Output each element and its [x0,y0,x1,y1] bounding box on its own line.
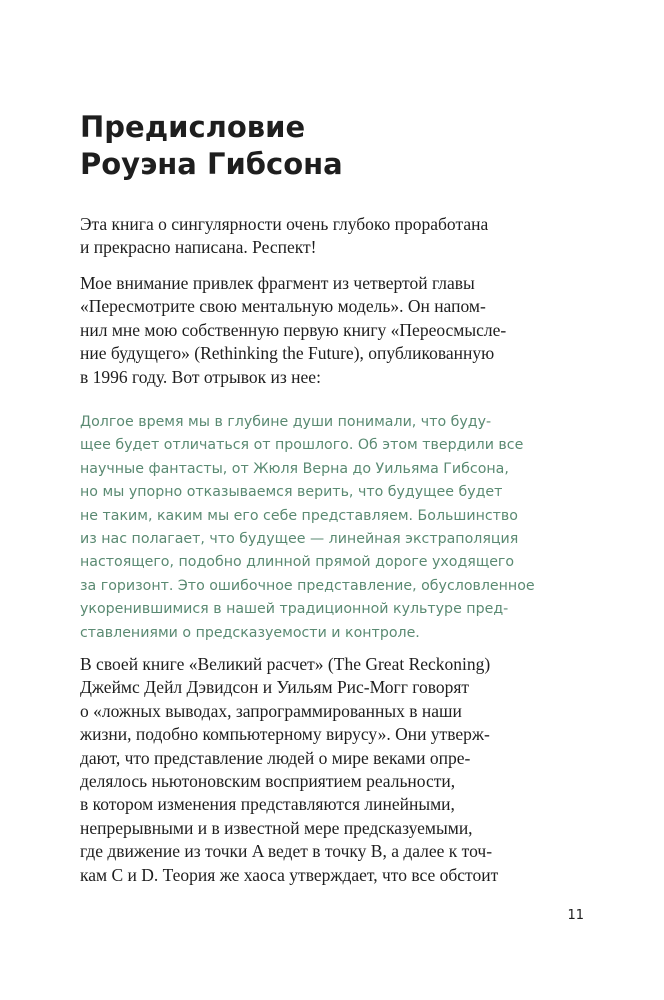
text-line: делялось ньютоновским восприятием реальности, [80,771,456,792]
quote-line: не таким, каким мы его себе представляем. Большинство [80,507,518,524]
text-line: В своей книге «Великий расчет» (The Great Reckoning) [80,654,491,674]
quote-line: Долгое время мы в глубине души понимали, что буду- [80,414,492,430]
text-line: ние будущего» (Rethinking the Future), опубликованную [80,343,495,364]
text-line: нил мне мою собственную первую книгу «Переосмысле- [80,319,507,340]
quote-line: ставлениями о предсказуемости и контроле. [80,624,420,641]
text-line: непрерывными и в известной мере предсказуемыми, [80,817,473,838]
paragraph-attention [80,272,585,389]
page-number: 11 [567,908,584,923]
text-line: о «ложных выводах, запрограммированных в наши [80,700,462,721]
paragraph-intro [80,213,585,260]
quote-line: но мы упорно отказываемся верить, что будущее будет [80,484,503,501]
quote-line: настоящего, подобно длинной прямой дороге уходящего [80,554,515,571]
quote-line: за горизонт. Это ошибочное представление, обусловленное [80,577,535,594]
paragraph-great-reckoning [80,653,585,887]
quote-line: укоренившимися в нашей традиционной культуре пред- [80,601,509,618]
title-line: Предисловие [80,110,306,144]
text-line: кам C и D. Теория же хаоса утверждает, что все обстоит [80,864,499,885]
quote-line: из нас полагает, что будущее — линейная экстраполяция [80,531,519,548]
title-line: Роуэна Гибсона [80,147,343,181]
quote-line: щее будет отличаться от прошлого. Об этом твердили все [80,437,524,454]
text-line: Мое внимание привлек фрагмент из четвертой главы [80,273,475,293]
text-line: в 1996 году. Вот отрывок из нее: [80,366,321,387]
text-line: Эта книга о сингулярности очень глубоко проработана [80,214,489,234]
text-line: где движение из точки A ведет в точку B, а далее к точ- [80,841,493,862]
text-line: Джеймс Дейл Дэвидсон и Уильям Рис-Могг говорят [80,677,470,698]
page-title [80,109,600,183]
quote-line: научные фантасты, от Жюля Верна до Уильяма Гибсона, [80,460,509,477]
book-excerpt-quote [80,411,585,645]
text-line: жизни, подобно компьютерному вирусу». Они утверж- [80,724,490,745]
text-line: в котором изменения представляются линейными, [80,794,455,815]
text-line: дают, что представление людей о мире веками опре- [80,747,471,768]
text-line: «Пересмотрите свою ментальную модель». Он напом- [80,296,486,317]
text-line: и прекрасно написана. Респект! [80,237,317,258]
